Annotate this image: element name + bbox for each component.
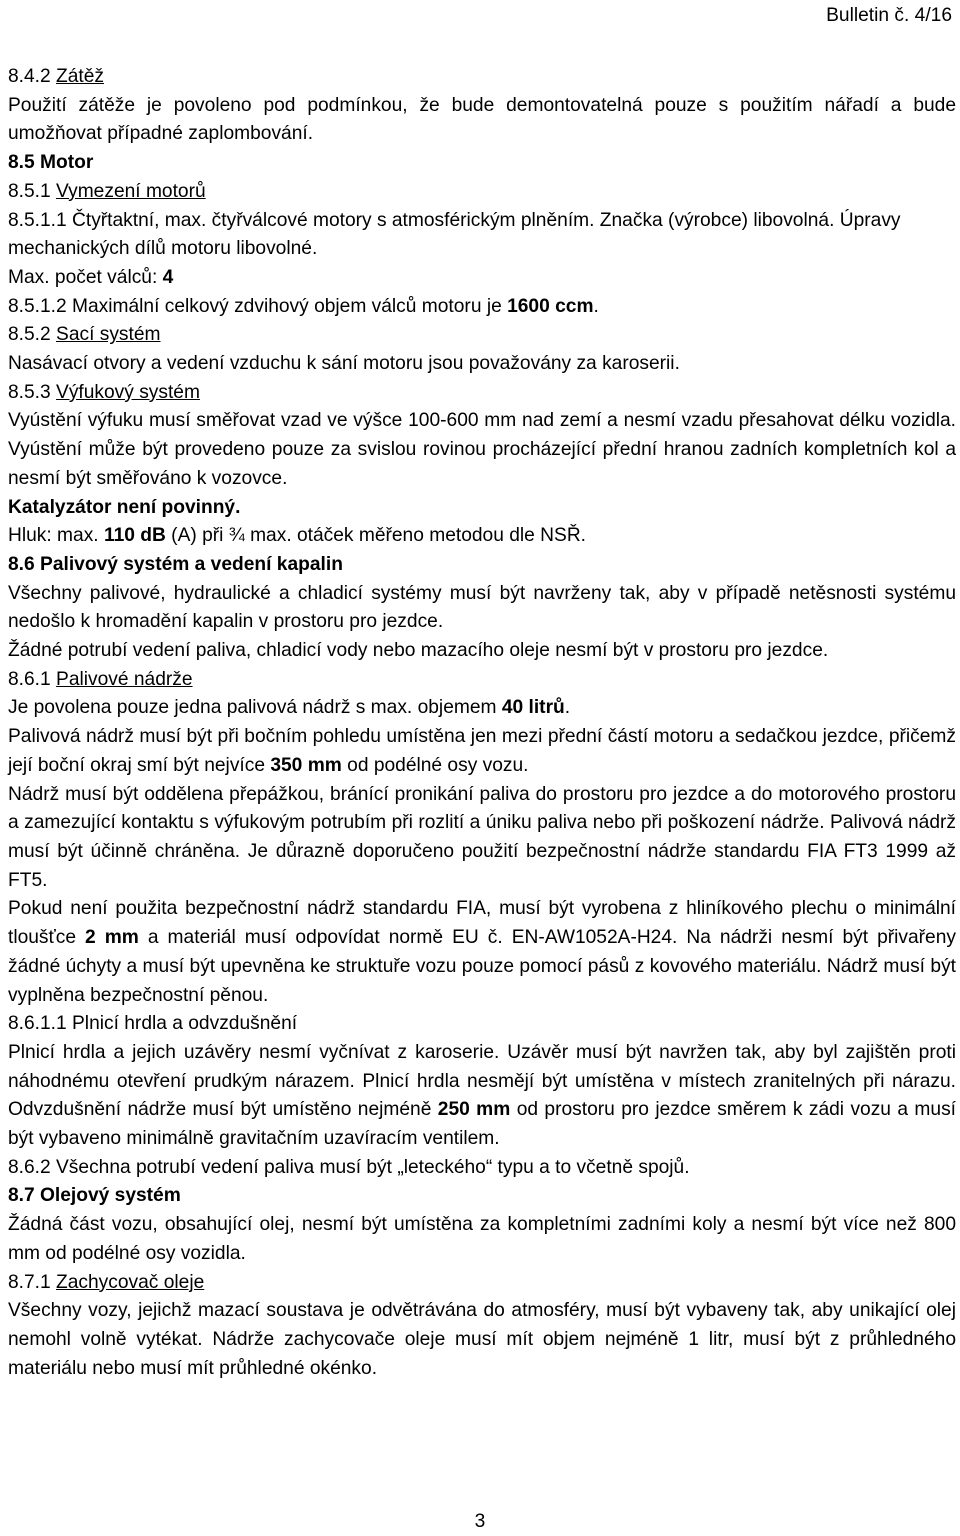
paragraph-8-6-1-b: Palivová nádrž musí být při bočním pohledu umístěna jen mezi přední částí motoru a sedačkou jezdce, přičemž její boční okraj smí být nejvíce 350 mm od podélné osy vozu.	[8, 726, 956, 776]
heading-8-7: 8.7 Olejový systém	[8, 1185, 181, 1207]
section-title: Sací systém	[56, 324, 161, 346]
paragraph-8-6-b: Žádné potrubí vedení paliva, chladicí vody nebo mazacího oleje nesmí být v prostoru pro jezdce.	[8, 640, 829, 662]
paragraph-8-7-1: Všechny vozy, jejichž mazací soustava je odvětrávána do atmosféry, musí být vybaveny tak, aby unikající olej nemohl volně vytékat. Nádrže zachycovače oleje musí mít objem nejméně 1 litr, musí být z průhledného materiálu nebo musí mít průhledné okénko.	[8, 1300, 956, 1379]
heading-8-6-1	[8, 666, 956, 695]
heading-8-4-2	[8, 63, 956, 92]
section-number: 8.4.2	[8, 66, 57, 87]
catalyst-note: Katalyzátor není povinný.	[8, 496, 241, 518]
paragraph-8-6-1-a: Je povolena pouze jedna palivová nádrž s max. objemem 40 litrů.	[8, 697, 571, 719]
paragraph-8-5-2: Nasávací otvory a vedení vzduchu k sání motoru jsou považovány za karoserii.	[8, 353, 680, 375]
heading-8-7-1	[8, 1269, 956, 1298]
paragraph-8-5-1-2: 8.5.1.2 Maximální celkový zdvihový objem válců motoru je 1600 ccm.	[8, 295, 599, 317]
paragraph-8-6-1-d: Pokud není použita bezpečnostní nádrž standardu FIA, musí být vyrobena z hliníkového plechu o minimální tloušťce 2 mm a materiál musí odpovídat normě EU č. EN-AW1052A-H24. Na nádrži nesmí být přivařeny žádné úchyty a musí být upevněna ke struktuře vozu pouze pomocí pásů z kovového materiálu. Nádrž musí být vyplněna bezpečnostní pěnou.	[8, 898, 956, 1006]
section-title: Palivové nádrže	[56, 668, 193, 690]
section-title: Výfukový systém	[56, 381, 200, 403]
heading-8-5: 8.5 Motor	[8, 152, 94, 174]
heading-8-5-3	[8, 379, 956, 408]
paragraph-8-6-a: Všechny palivové, hydraulické a chladicí systémy musí být navrženy tak, aby v případě netěsnosti systému nedošlo k hromadění kapalin v prostoru pro jezdce.	[8, 582, 956, 633]
section-title: Vymezení motorů	[56, 180, 206, 202]
heading-8-6-1-1: 8.6.1.1 Plnicí hrdla a odvzdušnění	[8, 1013, 298, 1035]
heading-8-5-1	[8, 178, 956, 207]
noise-limit: Hluk: max. 110 dB (A) při ¾ max. otáček měřeno metodou dle NSŘ.	[8, 525, 587, 547]
page-number: 3	[474, 1511, 486, 1532]
paragraph-8-5-1-1: 8.5.1.1 Čtyřtaktní, max. čtyřválcové motory s atmosférickým plněním. Značka (výrobce) libovolná. Úpravy mechanických dílů motoru libovolné.	[8, 209, 901, 260]
section-title: Zátěž	[56, 66, 105, 87]
paragraph-8-6-1-1: Plnicí hrdla a jejich uzávěry nesmí vyčnívat z karoserie. Uzávěr musí být navržen tak, aby byl zajištěn proti náhodnému otevření prudkým nárazem. Plnicí hrdla nesmějí být umístěna v místech zranitelných při nárazu. Odvzdušnění nádrže musí být umístěno nejméně 250 mm od prostoru pro jezdce směrem k zádi vozu a musí být vybaveno minimálně gravitačním uzavíracím ventilem.	[8, 1041, 957, 1150]
document-body	[8, 63, 956, 1383]
paragraph-8-7: Žádná část vozu, obsahující olej, nesmí být umístěna za kompletními zadními koly a nesmí být více než 800 mm od podélné osy vozidla.	[8, 1214, 956, 1264]
section-number: 8.7.1	[8, 1271, 57, 1293]
heading-8-6: 8.6 Palivový systém a vedení kapalin	[8, 553, 343, 575]
section-number: 8.6.1	[8, 668, 57, 690]
cylinder-count: Max. počet válců: 4	[8, 266, 174, 288]
paragraph-8-6-2: 8.6.2 Všechna potrubí vedení paliva musí být „leteckého“ typu a to včetně spojů.	[8, 1156, 690, 1178]
section-number: 8.5.3	[8, 381, 57, 403]
bulletin-header: Bulletin č. 4/16	[826, 5, 952, 26]
paragraph-8-4-2: Použití zátěže je povoleno pod podmínkou, že bude demontovatelná pouze s použitím nářadí a bude umožňovat případné zaplombování.	[8, 94, 956, 145]
section-number: 8.5.1	[8, 180, 57, 202]
heading-8-5-2	[8, 321, 956, 350]
paragraph-8-5-3: Vyústění výfuku musí směřovat vzad ve výšce 100-600 mm nad zemí a nesmí vzadu přesahovat délku vozidla. Vyústění může být provedeno pouze za svislou rovinou procházející přední hranou zadních kompletních kol a nesmí být směřováno k vozovce.	[8, 410, 956, 489]
section-number: 8.5.2	[8, 324, 57, 346]
section-title: Zachycovač oleje	[56, 1271, 205, 1293]
paragraph-8-6-1-c: Nádrž musí být oddělena přepážkou, bránící pronikání paliva do prostoru pro jezdce a do motorového prostoru a zamezující kontaktu s výfukovým potrubím při rozlití a úniku paliva nebo při poškození nádrže. Palivová nádrž musí být účinně chráněna. Je důrazně doporučeno použití bezpečnostní nádrže standardu FIA FT3 1999 až FT5.	[8, 783, 956, 891]
